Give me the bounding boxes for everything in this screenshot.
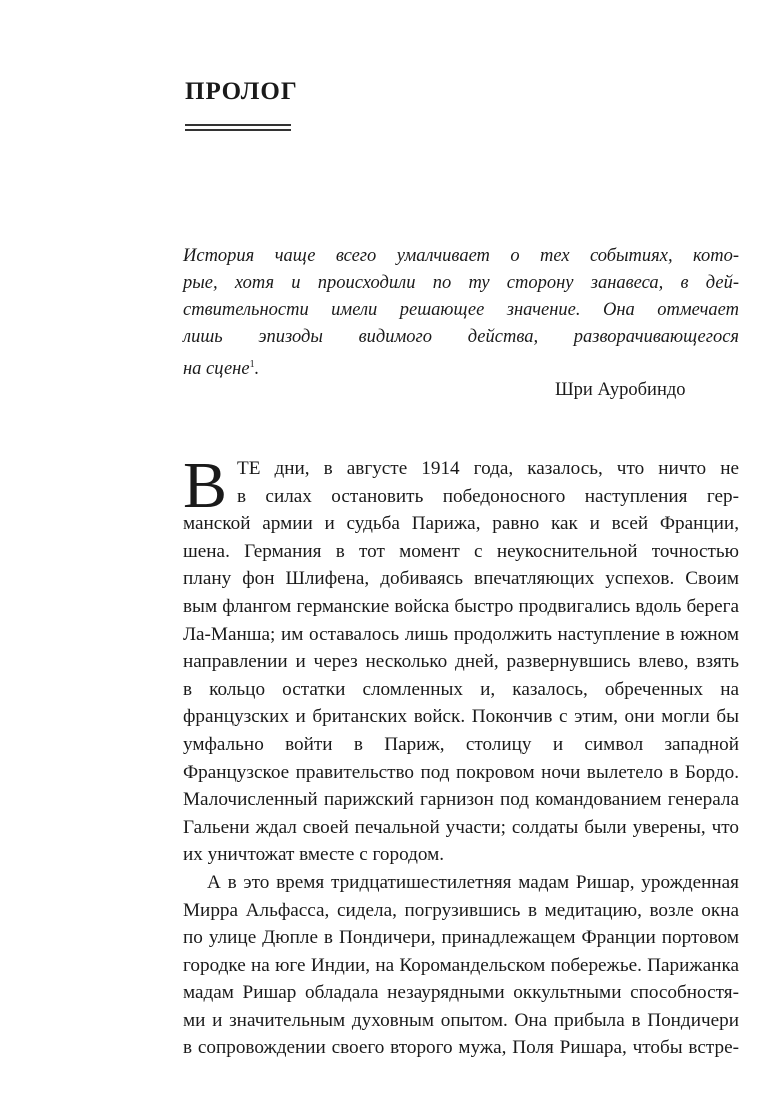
body-line: городке на юге Индии, на Коромандельском побережье. Парижанка xyxy=(183,954,739,976)
body-line: Французское правительство под покровом ночи вылетело в Бордо. xyxy=(183,761,739,783)
footnote-ref[interactable]: 1 xyxy=(249,359,255,370)
epigraph-line-last xyxy=(183,351,739,383)
body-line: их уничтожат вместе с городом. xyxy=(183,844,445,866)
body-line: по улице Дюпле в Пондичери, принадлежащем Франции портовом xyxy=(183,927,739,949)
body-line: французских и британских войск. Покончив с этим, они могли бы xyxy=(183,706,739,728)
epigraph-line: лишь эпизоды видимого действа, разворачивающегося xyxy=(183,327,739,347)
body-line: ми и значительным духовным опытом. Она прибыла в Пондичери xyxy=(183,1009,739,1031)
epigraph-author: Шри Ауробиндо xyxy=(555,380,686,400)
chapter-title: ПРОЛОГ xyxy=(185,78,298,105)
epigraph-line: ствительности имели решающее значение. Она отмечает xyxy=(183,300,739,320)
body-line: в сопровождении своего второго мужа, Поля Ришара, чтобы встре- xyxy=(183,1037,739,1059)
body-line: мадам Ришар обладала незаурядными оккультными способностя- xyxy=(183,982,739,1004)
body-line: умфально войти в Париж, столицу и символ западной xyxy=(183,733,739,755)
body-text xyxy=(183,449,739,1062)
epigraph-text: на сцене xyxy=(183,359,250,380)
epigraph xyxy=(183,243,739,383)
epigraph-line: рые, хотя и происходили по ту сторону занавеса, в дей- xyxy=(183,273,739,293)
body-line: плану фон Шлифена, добиваясь впечатляющих успехов. Своим xyxy=(183,568,739,590)
body-line: Мирра Альфасса, сидела, погрузившись в медитацию, возле окна xyxy=(183,899,739,921)
body-line: направлении и через несколько дней, развернувшись влево, взять xyxy=(183,651,739,673)
epigraph-line: История чаще всего умалчивает о тех событиях, кото- xyxy=(183,246,739,266)
title-rule-top xyxy=(185,124,291,126)
title-rule-bottom xyxy=(185,129,291,131)
body-line: Ла-Манша; им оставалось лишь продолжить наступление в южном xyxy=(183,623,739,645)
body-line: ТЕ дни, в августе 1914 года, казалось, что ничто не xyxy=(237,458,739,479)
epigraph-end: . xyxy=(254,359,260,380)
body-line: вым флангом германские войска быстро продвигались вдоль берега xyxy=(183,595,739,617)
body-line: в силах остановить победоносного наступления гер- xyxy=(237,485,739,507)
body-line: манской армии и судьба Парижа, равно как и всей Франции, xyxy=(183,513,739,535)
body-line: Малочисленный парижский гарнизон под командованием генерала xyxy=(183,789,739,811)
body-line: А в это время тридцатишестилетняя мадам Ришар, урожденная xyxy=(207,871,739,893)
body-line: шена. Германия в тот момент с неукоснительной точностью xyxy=(183,540,739,562)
body-line: в кольцо остатки сломленных и, казалось, обреченных на xyxy=(183,678,739,700)
drop-cap: В xyxy=(183,449,228,522)
body-line: Гальени ждал своей печальной участи; солдаты были уверены, что xyxy=(183,816,739,838)
